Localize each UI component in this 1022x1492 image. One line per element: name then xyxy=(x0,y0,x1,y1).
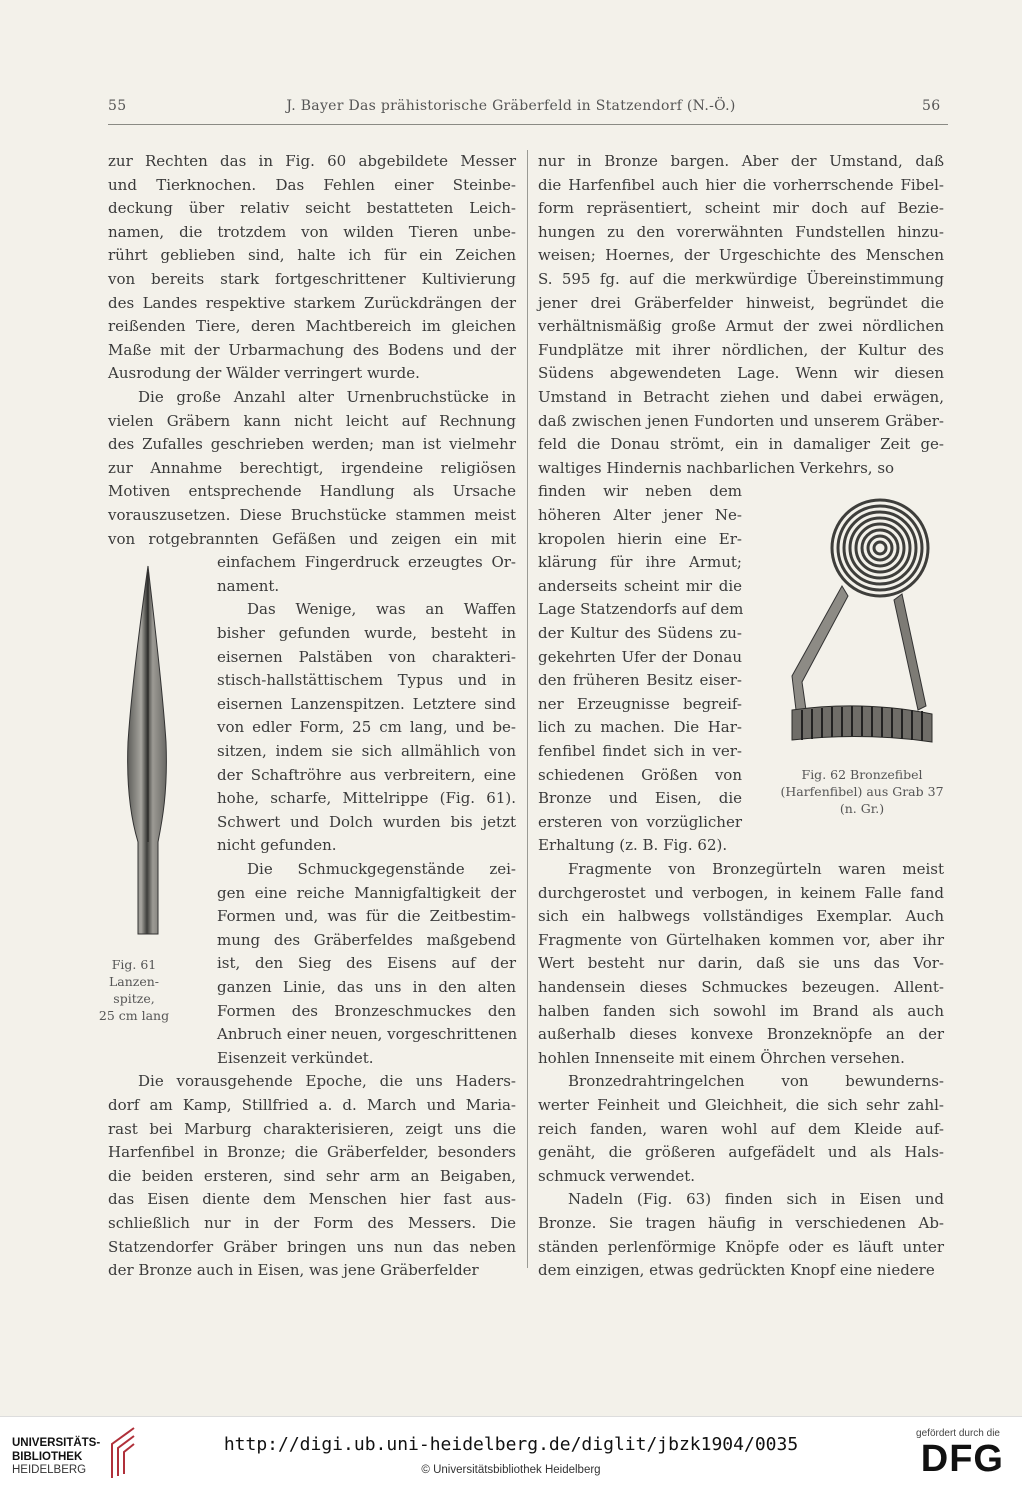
text-line: gekehrten Ufer der Donau xyxy=(538,647,742,666)
text-line: ist, den Sieg des Eisens auf der xyxy=(217,954,516,973)
text-line: Bronze. Sie tragen häufig in verschiedenen Ab- xyxy=(538,1214,944,1232)
text-line: ständen perlenförmige Knöpfe oder es läuft unter xyxy=(538,1237,944,1256)
text-line: der Bronze auch in Eisen, was jene Gräberfelder xyxy=(108,1261,479,1280)
caption-line: spitze, xyxy=(113,991,155,1006)
text-line: Erhaltung (z. B. Fig. 62). xyxy=(538,836,728,855)
text-line: zur Annahme berechtigt, irgendeine religiösen xyxy=(108,458,516,477)
text-line: jener drei Gräberfelder hinweist, begründet die xyxy=(538,293,944,312)
text-line: von edler Form, 25 cm lang, und be- xyxy=(217,718,516,737)
text-line: weisen; Hoernes, der Urgeschichte des Menschen xyxy=(538,246,944,265)
library-name: UNIVERSITÄTS- BIBLIOTHEK HEIDELBERG xyxy=(12,1437,101,1476)
text-line: Fragmente von Bronzegürteln waren meist xyxy=(568,860,944,878)
text-line: form repräsentiert, scheint mir doch auf Bezie- xyxy=(538,199,944,218)
header-rule xyxy=(108,124,948,125)
caption-line: 25 cm lang xyxy=(98,1008,170,1023)
caption-line: (n. Gr.) xyxy=(839,801,885,816)
text-line: hohe, scharfe, Mittelrippe (Fig. 61). xyxy=(217,789,516,808)
text-line: sitzen, indem sie sich allmählich von xyxy=(217,742,516,760)
lance-tip-illustration xyxy=(112,562,180,944)
text-line: hohlen Innenseite mit einem Öhrchen versehen. xyxy=(538,1048,905,1067)
text-line: Statzendorfer Gräber bringen uns nun das neben xyxy=(108,1237,516,1256)
text-line: Wert besteht nur darin, daß sie uns das Vor- xyxy=(538,954,944,973)
text-line: Schwert und Dolch wurden bis jetzt xyxy=(217,812,516,831)
text-line: die beiden ersteren, sind sehr arm an Beigaben, xyxy=(108,1166,516,1185)
text-line: Formen des Bronzeschmuckes den xyxy=(217,1001,516,1020)
text-line: Motiven entsprechende Handlung als Ursache xyxy=(108,482,516,501)
permalink-url[interactable]: http://digi.ub.uni-heidelberg.de/diglit/jbzk1904/0035 xyxy=(223,1434,799,1455)
funder-text: gefördert durch die xyxy=(916,1428,1000,1439)
text-line: gen eine reiche Mannigfaltigkeit der xyxy=(217,883,516,902)
text-line: vielen Gräbern kann nicht leicht auf Rechnung xyxy=(108,411,516,430)
text-line: von bereits stark fortgeschrittener Kultivierung xyxy=(108,270,516,288)
text-line: sich ein halbwegs vollständiges Exemplar. Auch xyxy=(538,907,944,926)
text-line: halben fanden sich sowohl im Brand als auch xyxy=(538,1001,944,1020)
text-line: Maße mit der Urbarmachung des Bodens und der xyxy=(108,340,516,359)
text-line: vorauszusetzen. Diese Bruchstücke stammen meist xyxy=(108,506,516,524)
caption-line: Fig. 62 Bronzefibel xyxy=(801,767,923,782)
text-line: rast bei Marburg charakterisieren, zeigt uns die xyxy=(108,1119,516,1138)
text-line: finden wir neben dem xyxy=(538,482,742,501)
text-line: lich zu machen. Die Har- xyxy=(538,718,742,737)
text-line: Südens abgewendeten Lage. Wenn wir diesen xyxy=(538,364,944,383)
text-line: eisernen Lanzenspitzen. Letztere sind xyxy=(217,694,516,713)
text-line: Anbruch einer neuen, vorgeschrittenen xyxy=(217,1025,518,1044)
text-line: Ausrodung der Wälder verringert wurde. xyxy=(108,364,420,383)
text-line: reißenden Tiere, deren Machtbereich im gleichen xyxy=(108,317,516,336)
text-line: Bronze und Eisen, die xyxy=(538,789,742,808)
text-line: Die Schmuckgegenstände zei- xyxy=(247,860,516,878)
text-line: schiedenen Größen von xyxy=(538,765,742,784)
text-line: S. 595 fg. auf die merkwürdige Übereinstimmung xyxy=(538,270,944,288)
text-line: Das Wenige, was an Waffen xyxy=(247,600,516,619)
text-line: und Tierknochen. Das Fehlen einer Steinbe- xyxy=(108,175,516,194)
text-line: feld die Donau strömt, ein in damaliger Zeit ge- xyxy=(538,435,944,454)
text-line: Bronzedrahtringelchen von bewunderns- xyxy=(568,1072,944,1091)
column-divider xyxy=(527,150,528,1268)
text-line: Formen und, was für die Zeitbestim- xyxy=(217,907,516,926)
text-line: höheren Alter jener Ne- xyxy=(538,506,742,524)
text-line: klärung für ihre Armut; xyxy=(538,553,742,572)
text-line: nur in Bronze bargen. Aber der Umstand, daß xyxy=(538,152,944,170)
text-line: rührt geblieben sind, halte ich für ein Zeichen xyxy=(108,246,516,265)
right-page-number: 56 xyxy=(922,98,941,114)
text-line: Die vorausgehende Epoche, die uns Haders- xyxy=(138,1072,516,1091)
text-line: hungen zu den vorerwähnten Fundstellen hinzu- xyxy=(538,222,944,241)
text-line: Umstand in Betracht ziehen und dabei erwägen, xyxy=(538,388,944,406)
text-line: durchgerostet und verbogen, in keinem Falle fand xyxy=(538,883,944,902)
text-line: schmuck verwendet. xyxy=(538,1166,696,1185)
text-line: anderseits scheint mir die xyxy=(538,576,742,595)
text-line: zur Rechten das in Fig. 60 abgebildete Messer xyxy=(108,152,516,170)
text-line: Die große Anzahl alter Urnenbruchstücke in xyxy=(138,388,516,406)
caption-line: (Harfenfibel) aus Grab 37 xyxy=(780,784,944,799)
text-line: Nadeln (Fig. 63) finden sich in Eisen und xyxy=(568,1190,944,1209)
text-line: des Landes respektive starkem Zurückdrängen der xyxy=(108,293,516,312)
text-line: mung des Gräberfeldes maßgebend xyxy=(217,930,516,949)
text-line: ner Erzeugnisse begreif- xyxy=(538,694,742,713)
text-line: einfachem Fingerdruck erzeugtes Or- xyxy=(217,553,516,572)
text-line: der Kultur des Südens zu- xyxy=(538,624,742,642)
caption-line: Fig. 61 xyxy=(111,957,157,972)
left-page-number: 55 xyxy=(108,98,127,114)
text-line: nicht gefunden. xyxy=(217,836,337,855)
text-line: deckung über relativ seicht bestatteten Leich- xyxy=(108,199,516,218)
text-line: werter Feinheit und Gleichheit, die sich sehr zahl- xyxy=(538,1096,944,1114)
text-line: waltiges Hindernis nachbarlichen Verkehrs, so xyxy=(538,458,895,477)
text-line: Fundplätze mit ihrer nördlichen, der Kultur des xyxy=(538,340,944,359)
text-line: die Harfenfibel auch hier die vorherrschende Fibel- xyxy=(538,175,944,194)
text-line: dorf am Kamp, Stillfried a. d. March und Maria- xyxy=(108,1096,516,1114)
text-line: der Schaftröhre aus verbreitern, eine xyxy=(217,765,516,784)
text-line: nament. xyxy=(217,576,280,595)
text-line: Harfenfibel in Bronze; die Gräberfelder, besonders xyxy=(108,1143,516,1162)
text-line: dem einzigen, etwas gedrückten Knopf eine niedere xyxy=(538,1261,935,1280)
text-line: des Zufalles geschrieben werden; man ist vielmehr xyxy=(108,435,516,454)
text-line: fenfibel findet sich in ver- xyxy=(538,742,742,760)
text-line: reich fanden, waren wohl auf dem Kleide auf- xyxy=(538,1119,944,1138)
text-line: ganzen Linie, das uns in den alten xyxy=(217,978,516,996)
text-line: daß zwischen jenen Fundorten und unserem Gräber- xyxy=(538,411,944,430)
text-line: Fragmente von Gürtelhaken kommen vor, aber ihr xyxy=(538,930,944,949)
harp-fibula-illustration xyxy=(782,496,938,752)
text-line: verhältnismäßig große Armut der zwei nördlichen xyxy=(538,317,944,336)
text-line: genäht, die größeren aufgefädelt und als Hals- xyxy=(538,1143,944,1162)
text-line: ersteren von vorzüglicher xyxy=(538,812,742,831)
text-line: von rotgebrannten Gefäßen und zeigen ein mit xyxy=(108,529,516,548)
caption-line: Lanzen- xyxy=(108,974,160,989)
text-line: stisch-hallstättischem Typus und in xyxy=(217,671,516,690)
text-line: Eisenzeit verkündet. xyxy=(217,1048,374,1067)
text-line: den früheren Besitz eiser- xyxy=(538,671,742,690)
text-line: handensein dieses Schmuckes bezeugen. Allent- xyxy=(538,978,944,996)
fig-62-caption xyxy=(764,766,960,817)
text-line: Lage Statzendorfs auf dem xyxy=(538,600,744,619)
text-line: schließlich nur in der Form des Messers. Die xyxy=(108,1214,516,1232)
fig-61-caption xyxy=(98,956,170,1024)
text-line: namen, die trotzdem von wilden Tieren unbe- xyxy=(108,222,516,241)
text-line: eisernen Palstäben von charakteri- xyxy=(217,647,516,666)
running-header: J. Bayer Das prähistorische Gräberfeld in Statzendorf (N.-Ö.) xyxy=(286,98,736,114)
text-line: außerhalb dieses konvexe Bronzeknöpfe an der xyxy=(538,1025,944,1044)
text-line: kropolen hierin eine Er- xyxy=(538,529,742,548)
dfg-logo: DFG xyxy=(920,1438,1004,1480)
text-line: bisher gefunden wurde, besteht in xyxy=(217,624,516,642)
copyright-notice: © Universitätsbibliothek Heidelberg xyxy=(421,1464,601,1476)
text-line: das Eisen diente dem Menschen hier fast aus- xyxy=(108,1190,516,1209)
